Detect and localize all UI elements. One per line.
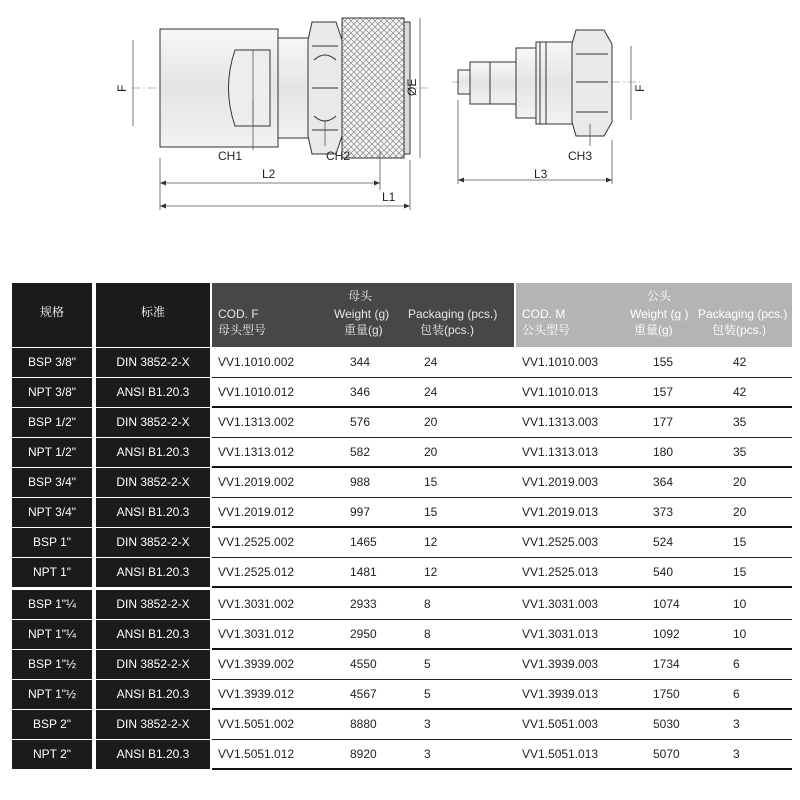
male-packaging-cell: 20 [733,475,747,489]
male-weight-cell: 177 [653,415,674,429]
male-code-cell: VV1.1010.013 [522,385,599,399]
male-cod-cn-header: 公头型号 [522,323,571,337]
spec-cell: BSP 1"¼ [12,590,92,619]
female-weight-cell: 346 [350,385,371,399]
male-code-cell: VV1.3939.013 [522,687,599,701]
male-code-cell: VV1.2525.003 [522,535,599,549]
group-divider [212,768,792,770]
male-packaging-cn-header: 包装(pcs.) [712,323,767,337]
spec-cell: BSP 3/8" [12,348,92,377]
male-weight-cell: 1750 [653,687,680,701]
spec-cell: BSP 1/2" [12,408,92,437]
female-group-title: 母头 [347,289,372,303]
spec-cell: NPT 1"½ [12,680,92,709]
standard-cell: DIN 3852-2-X [96,348,210,377]
spec-cell: NPT 3/4" [12,498,92,527]
male-weight-cell: 524 [653,535,674,549]
row-divider [212,619,792,620]
male-coupling-drawing [452,30,640,136]
female-packaging-cn-header: 包装(pcs.) [420,323,475,337]
female-code-cell: VV1.5051.012 [218,747,295,761]
header-spec-label: 规格 [39,305,64,319]
female-code-cell: VV1.1313.012 [218,445,295,459]
male-packaging-cell: 10 [733,597,747,611]
dim-label-l2: L2 [262,167,276,181]
female-packaging-cell: 24 [424,385,438,399]
male-packaging-cell: 35 [733,445,747,459]
male-code-cell: VV1.5051.003 [522,717,599,731]
female-packaging-header: Packaging (pcs.) [408,307,498,321]
female-packaging-cell: 20 [424,445,438,459]
female-packaging-cell: 5 [424,687,431,701]
female-weight-cn-header: 重量(g) [344,323,383,337]
female-cod-header: COD. F [218,307,259,321]
row-divider [212,437,792,438]
standard-cell: DIN 3852-2-X [96,468,210,497]
female-weight-cell: 576 [350,415,371,429]
male-code-cell: VV1.2525.013 [522,565,599,579]
male-packaging-cell: 20 [733,505,747,519]
male-packaging-cell: 6 [733,657,740,671]
size-group [12,710,792,770]
standard-cell: ANSI B1.20.3 [96,680,210,709]
female-cod-cn-header: 母头型号 [218,323,267,337]
male-weight-cell: 5030 [653,717,680,731]
female-code-cell: VV1.1010.012 [218,385,295,399]
male-code-cell: VV1.3031.013 [522,627,599,641]
male-weight-cell: 1734 [653,657,680,671]
female-code-cell: VV1.1313.002 [218,415,295,429]
male-weight-cn-header: 重量(g) [634,323,673,337]
female-weight-cell: 8880 [350,717,377,731]
header-standard-label: 标准 [140,305,165,319]
dim-label-l3: L3 [534,167,548,181]
male-code-cell: VV1.1010.003 [522,355,599,369]
standard-cell: DIN 3852-2-X [96,710,210,739]
header-spec [12,283,92,347]
spec-cell: NPT 1/2" [12,438,92,467]
male-code-cell: VV1.1313.013 [522,445,599,459]
female-code-cell: VV1.2019.002 [218,475,295,489]
female-packaging-cell: 24 [424,355,438,369]
dim-label-l1: L1 [382,190,396,204]
female-weight-header: Weight (g) [334,307,390,321]
spec-cell: NPT 1"¼ [12,620,92,649]
male-weight-cell: 1074 [653,597,680,611]
female-weight-cell: 8920 [350,747,377,761]
male-code-cell: VV1.3939.003 [522,657,599,671]
female-packaging-cell: 5 [424,657,431,671]
dim-label-f-left: F [115,84,129,92]
size-group [12,650,792,710]
male-weight-cell: 5070 [653,747,680,761]
male-weight-cell: 364 [653,475,674,489]
dim-label-ch3: CH3 [568,149,593,163]
male-weight-header: Weight (g ) [630,307,689,321]
size-group [12,408,792,468]
male-packaging-cell: 42 [733,355,747,369]
male-code-cell: VV1.1313.003 [522,415,599,429]
female-packaging-cell: 3 [424,747,431,761]
male-packaging-cell: 6 [733,687,740,701]
male-weight-cell: 540 [653,565,674,579]
male-packaging-cell: 42 [733,385,747,399]
male-packaging-cell: 3 [733,747,740,761]
standard-cell: ANSI B1.20.3 [96,620,210,649]
spec-cell: BSP 1" [12,528,92,557]
spec-cell: BSP 3/4" [12,468,92,497]
female-code-cell: VV1.5051.002 [218,717,295,731]
male-packaging-cell: 15 [733,535,747,549]
male-packaging-cell: 35 [733,415,747,429]
row-divider [212,377,792,378]
row-divider [212,557,792,558]
female-packaging-cell: 20 [424,415,438,429]
male-packaging-cell: 3 [733,717,740,731]
female-coupling-drawing [132,18,430,158]
size-group [12,528,792,588]
male-weight-cell: 157 [653,385,674,399]
female-code-cell: VV1.2525.012 [218,565,295,579]
female-code-cell: VV1.1010.002 [218,355,295,369]
male-packaging-cell: 15 [733,565,747,579]
row-divider [212,497,792,498]
female-code-cell: VV1.3939.002 [218,657,295,671]
standard-cell: DIN 3852-2-X [96,528,210,557]
spec-cell: BSP 2" [12,710,92,739]
female-weight-cell: 1481 [350,565,377,579]
spec-cell: NPT 1" [12,558,92,587]
size-group [12,590,792,650]
female-packaging-cell: 12 [424,535,438,549]
female-code-cell: VV1.3031.002 [218,597,295,611]
spec-cell: NPT 3/8" [12,378,92,407]
female-code-cell: VV1.2525.002 [218,535,295,549]
male-code-cell: VV1.2019.013 [522,505,599,519]
female-weight-cell: 582 [350,445,371,459]
standard-cell: ANSI B1.20.3 [96,498,210,527]
size-group [12,468,792,528]
dim-label-ch2: CH2 [326,149,351,163]
male-group-title: 公头 [646,289,671,303]
female-weight-cell: 1465 [350,535,377,549]
female-weight-cell: 4550 [350,657,377,671]
coupling-technical-drawing [0,0,800,230]
female-code-cell: VV1.3031.012 [218,627,295,641]
female-packaging-cell: 15 [424,505,438,519]
standard-cell: ANSI B1.20.3 [96,378,210,407]
dim-label-f-right: F [633,84,647,92]
male-code-cell: VV1.3031.003 [522,597,599,611]
female-packaging-cell: 15 [424,475,438,489]
header-standard [96,283,210,347]
standard-cell: ANSI B1.20.3 [96,740,210,769]
female-weight-cell: 988 [350,475,371,489]
spec-cell: BSP 1"½ [12,650,92,679]
male-cod-header: COD. M [522,307,566,321]
male-code-cell: VV1.2019.003 [522,475,599,489]
female-weight-cell: 2950 [350,627,377,641]
standard-cell: DIN 3852-2-X [96,590,210,619]
female-packaging-cell: 12 [424,565,438,579]
male-packaging-header: Packaging (pcs.) [698,307,788,321]
female-packaging-cell: 8 [424,597,431,611]
header-male-group [516,283,792,347]
standard-cell: ANSI B1.20.3 [96,438,210,467]
size-group [12,348,792,408]
female-weight-cell: 4567 [350,687,377,701]
male-weight-cell: 180 [653,445,674,459]
female-code-cell: VV1.3939.012 [218,687,295,701]
female-code-cell: VV1.2019.012 [218,505,295,519]
male-weight-cell: 373 [653,505,674,519]
female-weight-cell: 2933 [350,597,377,611]
standard-cell: DIN 3852-2-X [96,408,210,437]
male-packaging-cell: 10 [733,627,747,641]
female-packaging-cell: 8 [424,627,431,641]
spec-cell: NPT 2" [12,740,92,769]
group-divider [212,586,792,588]
header-female-group [212,283,514,347]
female-packaging-cell: 3 [424,717,431,731]
row-divider [212,679,792,680]
male-weight-cell: 1092 [653,627,680,641]
female-weight-cell: 344 [350,355,371,369]
row-divider [212,739,792,740]
male-code-cell: VV1.5051.013 [522,747,599,761]
female-weight-cell: 997 [350,505,371,519]
dim-label-ch1: CH1 [218,149,243,163]
standard-cell: DIN 3852-2-X [96,650,210,679]
male-weight-cell: 155 [653,355,674,369]
standard-cell: ANSI B1.20.3 [96,558,210,587]
dim-label-oe: ØE [405,78,419,96]
